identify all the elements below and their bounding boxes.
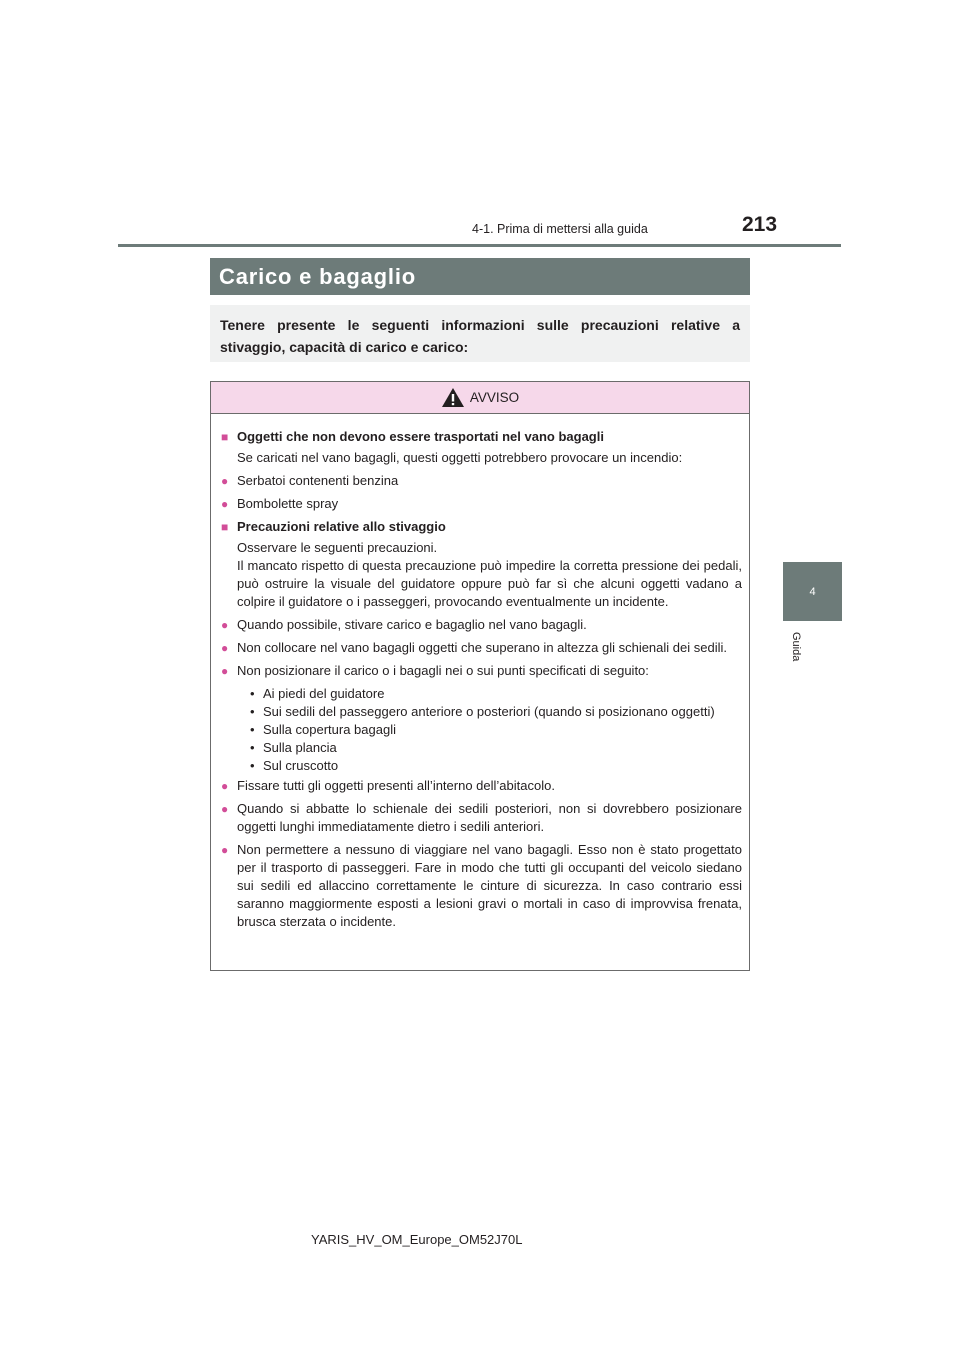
header-rule bbox=[118, 244, 841, 247]
chapter-label: Guida bbox=[790, 632, 802, 662]
bullet-item: ● Bombolette spray bbox=[221, 496, 339, 511]
dot-bullet-icon: ● bbox=[221, 641, 229, 655]
warning-label: AVVISO bbox=[469, 390, 520, 405]
sub-list-item: • Sui sedili del passeggero anteriore o posteriori (quando si posizionano oggetti) bbox=[250, 704, 715, 719]
dot-bullet-icon: ● bbox=[221, 618, 229, 632]
chapter-number: 4 bbox=[809, 585, 816, 598]
sub-list-item: • Sulla plancia bbox=[250, 740, 337, 755]
sub-list-item: • Sulla copertura bagagli bbox=[250, 722, 396, 737]
square-bullet-icon: ■ bbox=[221, 520, 229, 534]
running-header-section: 4-1. Prima di mettersi alla guida bbox=[472, 222, 648, 236]
warning-paragraph: Il mancato rispetto di questa precauzione può impedire la corretta pressione dei pedali, può ostruire la visuale del guidatore oppure può far sì che alcuni oggetti vadano a colpire il guidatore o i passeggeri, provocando eventualmente un incidente. bbox=[237, 558, 742, 609]
warning-paragraph: Osservare le seguenti precauzioni. bbox=[237, 540, 438, 555]
bullet-item: ● Non posizionare il carico o i bagagli nei o sui punti specificati di seguito: bbox=[221, 663, 649, 678]
warning-triangle-icon bbox=[441, 387, 465, 408]
warning-heading: ■ Oggetti che non devono essere trasportati nel vano bagagli bbox=[221, 429, 604, 444]
square-bullet-icon: ■ bbox=[221, 430, 229, 444]
warning-paragraph: Se caricati nel vano bagagli, questi oggetti potrebbero provocare un incendio: bbox=[237, 450, 683, 465]
warning-heading: ■ Precauzioni relative allo stivaggio bbox=[221, 519, 446, 534]
warning-box bbox=[210, 381, 750, 971]
intro-box: Tenere presente le seguenti informazioni sulle precauzioni relative a stivaggio, capacità di carico e carico: bbox=[210, 305, 750, 362]
sub-list bbox=[221, 685, 742, 775]
warning-body bbox=[211, 414, 749, 931]
dot-bullet-icon: ● bbox=[221, 664, 229, 678]
dot-bullet-icon: ● bbox=[221, 779, 229, 793]
bullet-item: ● Fissare tutti gli oggetti presenti all’interno dell’abitacolo. bbox=[221, 778, 555, 793]
chapter-tab bbox=[783, 562, 842, 621]
sub-list-item: • Ai piedi del guidatore bbox=[250, 686, 385, 701]
dot-bullet-icon: ● bbox=[221, 802, 229, 816]
section-title-bar bbox=[210, 258, 750, 295]
bullet-item: ● Non permettere a nessuno di viaggiare nel vano bagagli. Esso non è stato progettato per il trasporto di passeggeri. Fare in modo che tutti gli occupanti del veicolo siedano sui sedili ed allaccino correttamente le cinture di sicurezza. In caso contrario essi saranno maggiormente esposti a lesioni gravi o mortali in caso di improvvisa frenata, brusca sterzata o incidente. bbox=[221, 842, 742, 929]
dot-bullet-icon: ● bbox=[221, 474, 229, 488]
bullet-item: ● Serbatoi contenenti benzina bbox=[221, 473, 399, 488]
document-footer: YARIS_HV_OM_Europe_OM52J70L bbox=[311, 1232, 523, 1247]
dot-bullet-icon: ● bbox=[221, 497, 229, 511]
dot-bullet-icon: ● bbox=[221, 843, 229, 857]
bullet-item: ● Quando possibile, stivare carico e bagaglio nel vano bagagli. bbox=[221, 617, 587, 632]
bullet-item: ● Quando si abbatte lo schienale dei sedili posteriori, non si dovrebbero posizionare oggetti lunghi immediatamente dietro i sedili anteriori. bbox=[221, 801, 742, 834]
page-number: 213 bbox=[742, 213, 778, 236]
sub-list-item: • Sul cruscotto bbox=[250, 758, 339, 773]
warning-header bbox=[211, 382, 749, 414]
section-title: Carico e bagaglio bbox=[219, 263, 416, 289]
bullet-item: ● Non collocare nel vano bagagli oggetti che superano in altezza gli schienali dei sedili. bbox=[221, 640, 727, 655]
